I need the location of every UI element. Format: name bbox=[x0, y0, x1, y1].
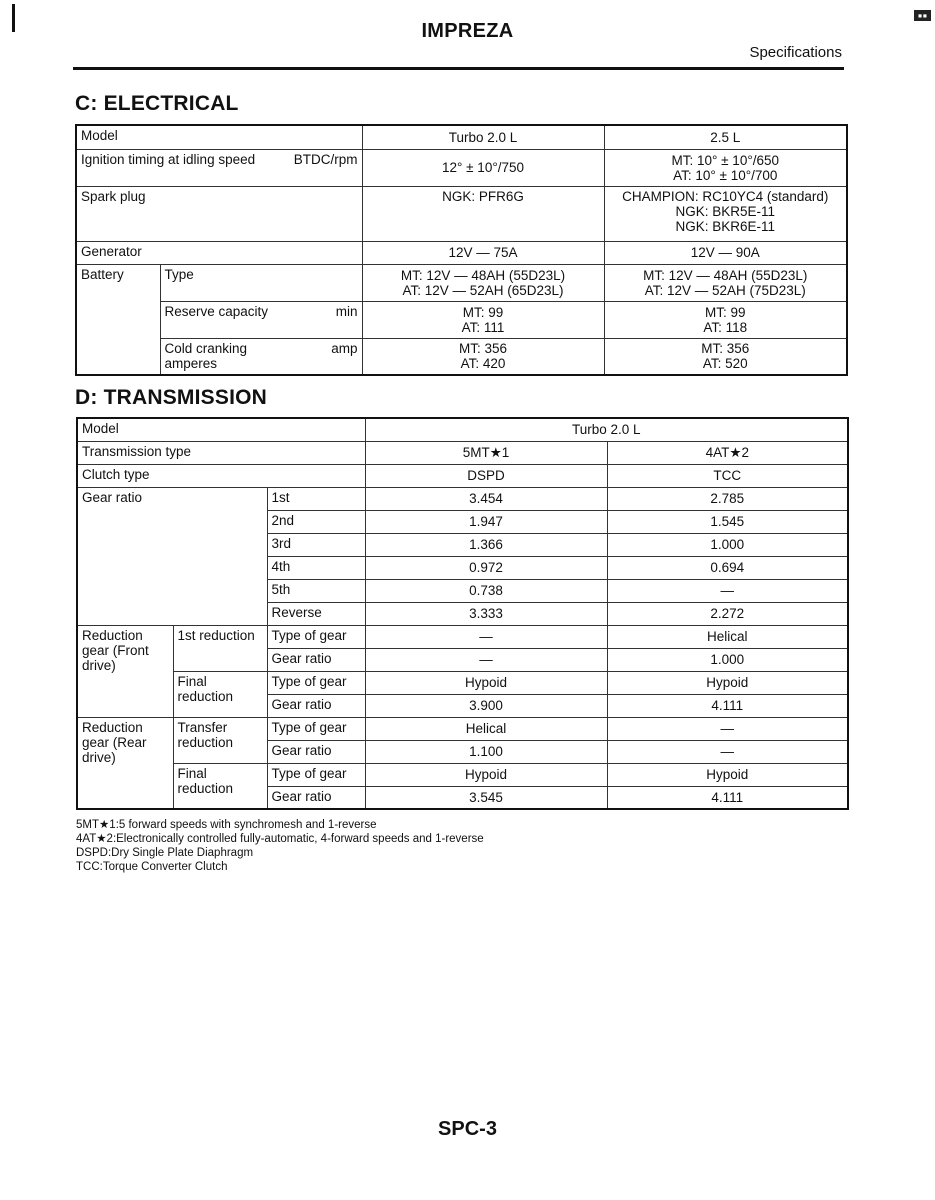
table-row bbox=[77, 671, 848, 694]
battery-label: Battery bbox=[76, 264, 160, 375]
cold-2-5-mt: MT: 356 bbox=[701, 341, 750, 357]
rear-reduction-label bbox=[77, 717, 173, 809]
type-of-gear-label: Type of gear bbox=[267, 625, 365, 648]
reserve-turbo-at: AT: 111 bbox=[461, 319, 505, 335]
trans-type-label: Transmission type bbox=[77, 441, 365, 464]
reserve-2-5 bbox=[604, 301, 847, 338]
gear-name: 3rd bbox=[267, 533, 365, 556]
footnote: TCC:Torque Converter Clutch bbox=[76, 861, 228, 873]
first-ratio-at: 1.000 bbox=[607, 648, 848, 671]
reserve-turbo-mt: MT: 99 bbox=[462, 304, 504, 320]
footnote: 5MT★1:5 forward speeds with synchromesh and 1-reverse bbox=[76, 819, 377, 831]
generator-turbo: 12V — 75A bbox=[362, 241, 604, 264]
type-of-gear-label: Type of gear bbox=[267, 671, 365, 694]
gear-ratio-at: 2.785 bbox=[607, 487, 848, 510]
reserve-turbo bbox=[362, 301, 604, 338]
transfer-ratio-at: — bbox=[607, 740, 848, 763]
table-row bbox=[76, 186, 847, 241]
cold-2-5-at: AT: 520 bbox=[702, 356, 748, 372]
spark-plug-2-5-line1: CHAMPION: RC10YC4 (standard) bbox=[622, 188, 829, 204]
transfer-label-1: Transfer bbox=[177, 719, 228, 735]
gear-name: 4th bbox=[267, 556, 365, 579]
front-final-type-mt: Hypoid bbox=[365, 671, 607, 694]
clutch-type-mt: DSPD bbox=[365, 464, 607, 487]
transfer-type-mt: Helical bbox=[365, 717, 607, 740]
gear-name: Reverse bbox=[267, 602, 365, 625]
cold-2-5 bbox=[604, 338, 847, 375]
reserve-capacity-cell bbox=[160, 301, 362, 338]
trans-model-value: Turbo 2.0 L bbox=[365, 418, 848, 441]
table-row bbox=[76, 264, 847, 301]
cold-turbo bbox=[362, 338, 604, 375]
gear-ratio-mt: 0.738 bbox=[365, 579, 607, 602]
model-label: Model bbox=[76, 125, 362, 149]
gear-ratio-mt: 0.972 bbox=[365, 556, 607, 579]
ignition-label-cell bbox=[76, 149, 362, 186]
rear-final-ratio-at: 4.111 bbox=[607, 786, 848, 809]
table-row bbox=[76, 338, 847, 375]
spark-plug-2-5-line3: NGK: BKR6E-11 bbox=[675, 218, 776, 234]
first-type-mt: — bbox=[365, 625, 607, 648]
trans-type-at: 4AT★2 bbox=[607, 441, 848, 464]
rear-final-label-2: reduction bbox=[177, 780, 234, 796]
col-header-2-5: 2.5 L bbox=[604, 125, 847, 149]
front-reduction-label bbox=[77, 625, 173, 717]
cold-cranking-unit: amp bbox=[331, 340, 358, 356]
gear-ratio-at: 1.545 bbox=[607, 510, 848, 533]
reserve-capacity-label: Reserve capacity bbox=[164, 303, 269, 319]
ignition-label: Ignition timing at idling speed bbox=[81, 151, 256, 167]
table-row bbox=[77, 717, 848, 740]
ignition-2-5-mt: MT: 10° ± 10°/650 bbox=[671, 152, 779, 168]
spark-plug-2-5-line2: NGK: BKR5E-11 bbox=[675, 203, 776, 219]
rear-final-label-1: Final bbox=[177, 765, 207, 781]
spark-plug-turbo: NGK: PFR6G bbox=[362, 186, 604, 241]
cold-cranking-label-2: amperes bbox=[164, 355, 218, 371]
front-final-ratio-mt: 3.900 bbox=[365, 694, 607, 717]
page-number: SPC-3 bbox=[438, 1118, 497, 1140]
table-row bbox=[77, 418, 848, 441]
first-ratio-mt: — bbox=[365, 648, 607, 671]
gear-ratio-row-label: Gear ratio bbox=[267, 740, 365, 763]
gear-ratio-mt: 3.454 bbox=[365, 487, 607, 510]
transmission-heading: D: TRANSMISSION bbox=[75, 386, 267, 409]
cold-turbo-at: AT: 420 bbox=[460, 356, 506, 372]
front-final-type-at: Hypoid bbox=[607, 671, 848, 694]
generator-label: Generator bbox=[76, 241, 362, 264]
gear-ratio-at: 1.000 bbox=[607, 533, 848, 556]
table-row bbox=[77, 625, 848, 648]
rear-final-type-at: Hypoid bbox=[607, 763, 848, 786]
transfer-ratio-mt: 1.100 bbox=[365, 740, 607, 763]
transmission-table bbox=[76, 417, 849, 810]
table-row bbox=[76, 301, 847, 338]
gear-ratio-at: — bbox=[607, 579, 848, 602]
cold-turbo-mt: MT: 356 bbox=[458, 341, 508, 357]
header-divider bbox=[73, 67, 844, 70]
clutch-type-at: TCC bbox=[607, 464, 848, 487]
clutch-type-label: Clutch type bbox=[77, 464, 365, 487]
spark-plug-2-5 bbox=[604, 186, 847, 241]
corner-mark-icon: ▪▪ bbox=[914, 10, 931, 21]
table-row bbox=[77, 441, 848, 464]
trans-type-mt: 5MT★1 bbox=[365, 441, 607, 464]
battery-type-2-5-mt: MT: 12V — 48AH (55D23L) bbox=[643, 267, 808, 283]
gear-name: 5th bbox=[267, 579, 365, 602]
col-header-turbo: Turbo 2.0 L bbox=[362, 125, 604, 149]
front-reduction-label-2: gear (Front bbox=[82, 642, 149, 658]
first-reduction-label: 1st reduction bbox=[173, 625, 267, 671]
trans-model-label: Model bbox=[77, 418, 365, 441]
rear-final-type-mt: Hypoid bbox=[365, 763, 607, 786]
gear-ratio-mt: 1.366 bbox=[365, 533, 607, 556]
front-final-label-2: reduction bbox=[177, 688, 234, 704]
front-final-label-1: Final bbox=[177, 673, 207, 689]
front-reduction-label-1: Reduction bbox=[82, 627, 143, 643]
first-type-at: Helical bbox=[607, 625, 848, 648]
reserve-2-5-mt: MT: 99 bbox=[704, 304, 746, 320]
electrical-table bbox=[75, 124, 848, 376]
table-row bbox=[76, 241, 847, 264]
rear-reduction-label-1: Reduction bbox=[82, 719, 143, 735]
front-final-ratio-at: 4.111 bbox=[607, 694, 848, 717]
electrical-heading: C: ELECTRICAL bbox=[75, 92, 239, 115]
battery-type-turbo-at: AT: 12V — 52AH (65D23L) bbox=[402, 282, 564, 298]
table-row bbox=[76, 149, 847, 186]
rear-final-ratio-mt: 3.545 bbox=[365, 786, 607, 809]
ignition-2-5 bbox=[604, 149, 847, 186]
table-row bbox=[77, 464, 848, 487]
transfer-type-at: — bbox=[607, 717, 848, 740]
battery-type-2-5 bbox=[604, 264, 847, 301]
transfer-label-2: reduction bbox=[177, 734, 234, 750]
rear-reduction-label-3: drive) bbox=[82, 749, 116, 765]
footnote: 4AT★2:Electronically controlled fully-automatic, 4-forward speeds and 1-reverse bbox=[76, 833, 484, 845]
table-row bbox=[77, 763, 848, 786]
reserve-capacity-unit: min bbox=[335, 303, 358, 319]
table-row bbox=[77, 487, 848, 510]
battery-type-turbo-mt: MT: 12V — 48AH (55D23L) bbox=[400, 267, 566, 283]
footnotes bbox=[76, 818, 484, 874]
document-title: IMPREZA bbox=[421, 20, 514, 42]
gear-ratio-row-label: Gear ratio bbox=[267, 648, 365, 671]
gear-ratio-row-label: Gear ratio bbox=[267, 786, 365, 809]
front-final-reduction-label bbox=[173, 671, 267, 717]
ignition-turbo: 12° ± 10°/750 bbox=[362, 149, 604, 186]
ignition-2-5-at: AT: 10° ± 10°/700 bbox=[673, 167, 778, 183]
gear-ratio-mt: 1.947 bbox=[365, 510, 607, 533]
gear-name: 1st bbox=[267, 487, 365, 510]
type-of-gear-label: Type of gear bbox=[267, 717, 365, 740]
cold-cranking-cell bbox=[160, 338, 362, 375]
footnote: DSPD:Dry Single Plate Diaphragm bbox=[76, 847, 254, 859]
transfer-reduction-label bbox=[173, 717, 267, 763]
gear-ratio-at: 2.272 bbox=[607, 602, 848, 625]
battery-type-turbo bbox=[362, 264, 604, 301]
table-row bbox=[76, 125, 847, 149]
ignition-unit: BTDC/rpm bbox=[293, 151, 358, 167]
battery-type-label: Type bbox=[160, 264, 362, 301]
type-of-gear-label: Type of gear bbox=[267, 763, 365, 786]
spark-plug-label: Spark plug bbox=[76, 186, 362, 241]
rear-reduction-label-2: gear (Rear bbox=[82, 734, 147, 750]
generator-2-5: 12V — 90A bbox=[604, 241, 847, 264]
gear-ratio-label: Gear ratio bbox=[77, 487, 267, 625]
gear-name: 2nd bbox=[267, 510, 365, 533]
battery-type-2-5-at: AT: 12V — 52AH (75D23L) bbox=[644, 282, 806, 298]
reserve-2-5-at: AT: 118 bbox=[703, 319, 748, 335]
gear-ratio-mt: 3.333 bbox=[365, 602, 607, 625]
gear-ratio-at: 0.694 bbox=[607, 556, 848, 579]
cold-cranking-label: Cold cranking bbox=[164, 340, 248, 356]
section-label: Specifications bbox=[749, 44, 842, 61]
rear-final-reduction-label bbox=[173, 763, 267, 809]
gear-ratio-row-label: Gear ratio bbox=[267, 694, 365, 717]
front-reduction-label-3: drive) bbox=[82, 657, 116, 673]
